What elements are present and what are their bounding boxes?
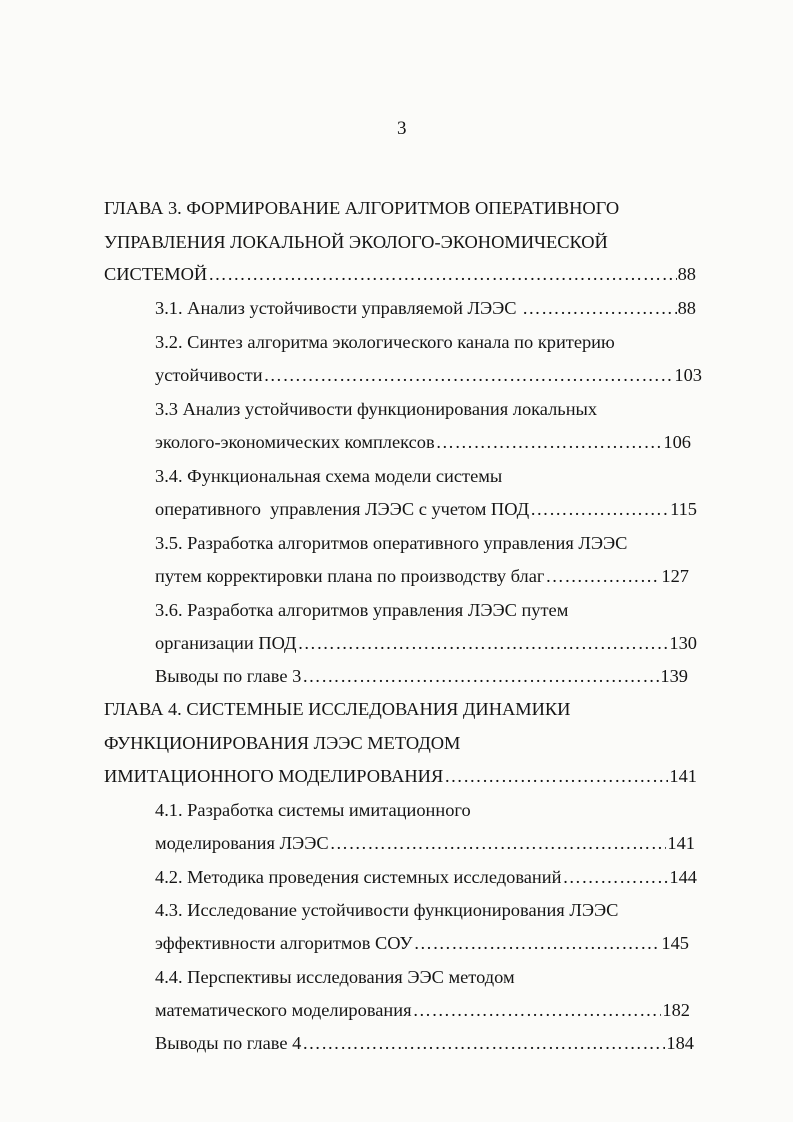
toc-entry-text: 3.4. Функциональная схема модели системы (155, 466, 503, 486)
leader-dots (264, 364, 674, 386)
toc-entry (155, 297, 696, 319)
leader-dots (414, 932, 661, 954)
toc-entry (155, 364, 702, 386)
toc-entry (155, 866, 697, 888)
toc-entry-text: ГЛАВА 3. ФОРМИРОВАНИЕ АЛГОРИТМОВ ОПЕРАТИВНОГО (104, 198, 620, 218)
toc-entry-text: 3.5. Разработка алгоритмов оперативного управления ЛЭЭС (155, 533, 628, 553)
toc-entry (155, 465, 502, 487)
leader-dots (413, 999, 662, 1021)
leader-dots (208, 263, 676, 285)
toc-entry-text: эффективности алгоритмов СОУ (155, 933, 413, 953)
leader-dots (302, 665, 659, 687)
toc-entry (104, 263, 696, 285)
toc-entry (155, 599, 568, 621)
toc-entry (104, 765, 697, 787)
toc-page-number: 145 (661, 933, 689, 953)
toc-entry-text: 3.1. Анализ устойчивости управляемой ЛЭЭС (155, 298, 522, 318)
toc-page-number: 115 (670, 499, 697, 519)
toc-page-number: 106 (663, 432, 691, 452)
toc-entry-text: СИСТЕМОЙ (104, 264, 208, 284)
toc-entry-text: 4.3. Исследование устойчивости функционирования ЛЭЭС (155, 900, 619, 920)
toc-entry-text: ФУНКЦИОНИРОВАНИЯ ЛЭЭС МЕТОДОМ (104, 733, 461, 753)
toc-entry-text: 3.6. Разработка алгоритмов управления ЛЭЭС путем (155, 600, 569, 620)
toc-page-number: 127 (661, 566, 689, 586)
toc-entry (155, 532, 627, 554)
toc-entry-text: Выводы по главе 3 (155, 666, 302, 686)
toc-entry-text: математического моделирования (155, 1000, 412, 1020)
toc-entry-text: моделирования ЛЭЭС (155, 833, 329, 853)
toc-chapter-heading (104, 732, 460, 754)
toc-entry-text: ИМИТАЦИОННОГО МОДЕЛИРОВАНИЯ (104, 766, 444, 786)
toc-entry-text: оперативного управления ЛЭЭС с учетом ПОД (155, 499, 530, 519)
toc-entry (155, 1032, 694, 1054)
toc-entry (155, 932, 689, 954)
toc-entry (155, 565, 689, 587)
toc-entry (155, 832, 695, 854)
toc-entry-text: путем корректировки плана по производству благ (155, 566, 545, 586)
toc-chapter-heading (104, 698, 570, 720)
toc-entry-text: организации ПОД (155, 633, 297, 653)
toc-entry-text: 4.1. Разработка системы имитационного (155, 800, 471, 820)
leader-dots (436, 431, 663, 453)
toc-entry-text: 4.4. Перспективы исследования ЭЭС методом (155, 967, 515, 987)
toc-entry (155, 398, 597, 420)
toc-entry (155, 498, 697, 520)
toc-entry (155, 799, 471, 821)
toc-entry-text: Выводы по главе 4 (155, 1033, 302, 1053)
toc-entry (155, 665, 688, 687)
leader-dots (530, 498, 669, 520)
toc-page-number: 141 (669, 766, 697, 786)
toc-entry (155, 431, 691, 453)
toc-page-number: 182 (662, 1000, 690, 1020)
leader-dots (545, 565, 660, 587)
leader-dots (522, 297, 676, 319)
toc-chapter-heading (104, 197, 619, 219)
toc-page-number: 141 (667, 833, 695, 853)
leader-dots (562, 866, 668, 888)
toc-entry-text: эколого-экономических комплексов (155, 432, 435, 452)
page-number: 3 (397, 118, 407, 139)
toc-entry-text: 4.2. Методика проведения системных исследований (155, 867, 562, 887)
toc-page-number: 130 (669, 633, 697, 653)
toc-page-number: 88 (677, 298, 696, 318)
toc-entry-text: 3.3 Анализ устойчивости функционирования локальных (155, 399, 598, 419)
leader-dots (298, 632, 669, 654)
toc-entry-text: ГЛАВА 4. СИСТЕМНЫЕ ИССЛЕДОВАНИЯ ДИНАМИКИ (104, 699, 571, 719)
toc-entry-text: устойчивости (155, 365, 263, 385)
toc-chapter-heading (104, 231, 608, 253)
toc-page-number: 88 (677, 264, 696, 284)
leader-dots (302, 1032, 665, 1054)
toc-entry (155, 999, 690, 1021)
toc-entry (155, 331, 615, 353)
toc-page-number: 184 (666, 1033, 694, 1053)
toc-entry-text: 3.2. Синтез алгоритма экологического канала по критерию (155, 332, 615, 352)
toc-page-number: 139 (660, 666, 688, 686)
toc-entry (155, 632, 697, 654)
toc-entry (155, 966, 515, 988)
leader-dots (444, 765, 668, 787)
leader-dots (330, 832, 667, 854)
toc-entry-text: УПРАВЛЕНИЯ ЛОКАЛЬНОЙ ЭКОЛОГО-ЭКОНОМИЧЕСКОЙ (104, 232, 608, 252)
toc-entry (155, 899, 618, 921)
toc-page-number: 103 (674, 365, 702, 385)
toc-page-number: 144 (669, 867, 697, 887)
